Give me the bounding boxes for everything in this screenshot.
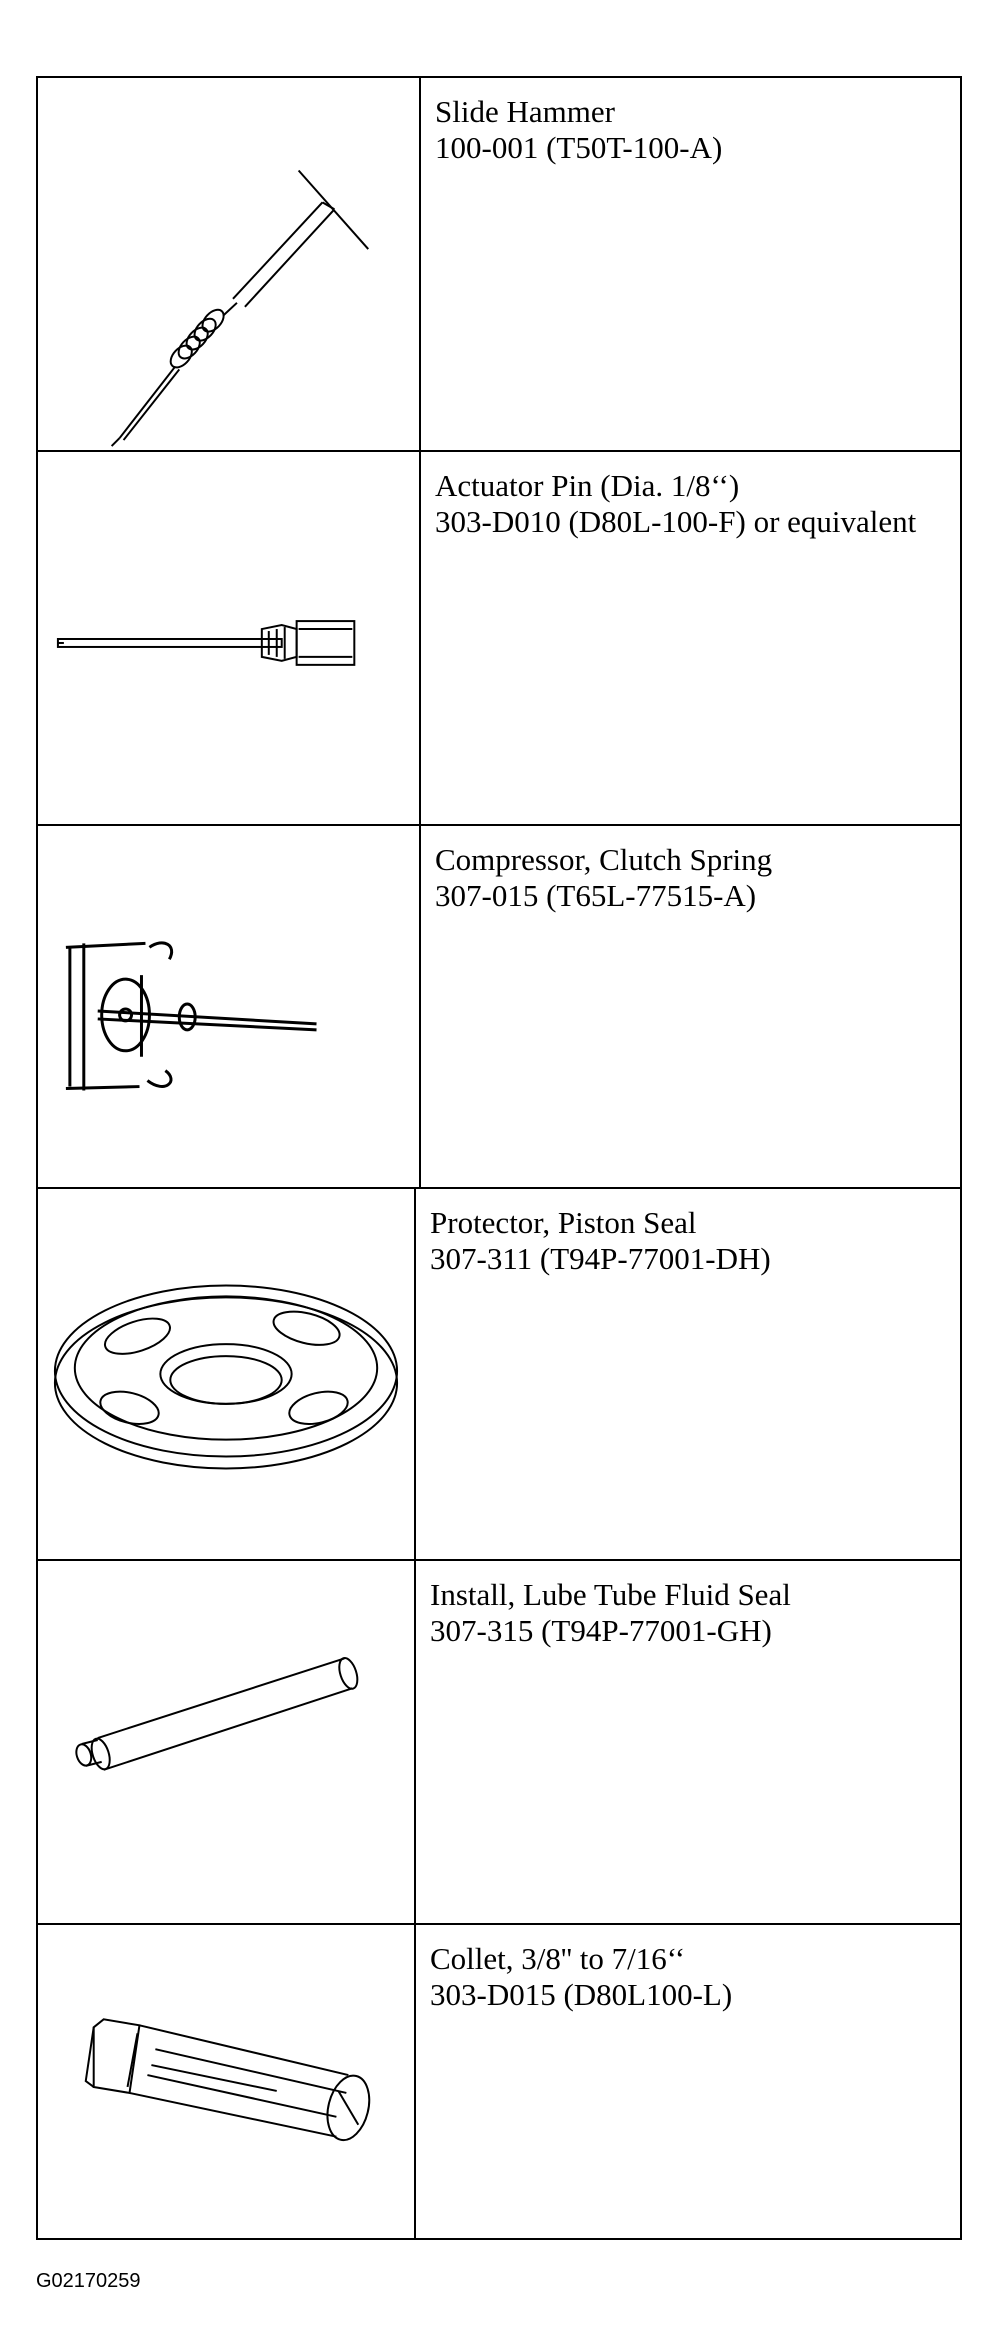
tool-image-cell xyxy=(38,1189,416,1559)
tool-text-cell xyxy=(421,452,960,824)
tool-part-number: 303-D010 (D80L-100-F) or equivalent xyxy=(435,504,917,539)
tool-name: Protector, Piston Seal xyxy=(430,1205,697,1240)
tool-text-cell xyxy=(416,1561,960,1923)
tool-name: Actuator Pin (Dia. 1/8‘‘) xyxy=(435,468,740,503)
table-row xyxy=(38,1189,960,1561)
tool-image-cell xyxy=(38,452,421,824)
piston-seal-protector-icon xyxy=(38,1189,414,1559)
special-tools-table xyxy=(36,76,962,2240)
tool-part-number: 307-311 (T94P-77001-DH) xyxy=(430,1241,771,1276)
tool-text-cell xyxy=(416,1925,960,2238)
tool-part-number: 100-001 (T50T-100-A) xyxy=(435,130,723,165)
tool-image-cell xyxy=(38,78,421,450)
tool-name: Compressor, Clutch Spring xyxy=(435,842,773,877)
tool-text-cell xyxy=(421,78,960,450)
tool-image-cell xyxy=(38,1925,416,2238)
actuator-pin-icon xyxy=(38,452,419,824)
tool-text-cell xyxy=(416,1189,960,1559)
tool-name: Collet, 3/8'' to 7/16‘‘ xyxy=(430,1941,686,1976)
tool-part-number: 307-315 (T94P-77001-GH) xyxy=(430,1613,772,1648)
tool-text-cell xyxy=(421,826,960,1187)
figure-id: G02170259 xyxy=(36,2270,141,2292)
table-row xyxy=(38,1925,960,2238)
lube-tube-seal-installer-icon xyxy=(38,1561,414,1923)
tool-part-number: 303-D015 (D80L100-L) xyxy=(430,1977,733,2012)
table-row xyxy=(38,78,960,452)
tool-image-cell xyxy=(38,826,421,1187)
table-row xyxy=(38,452,960,826)
collet-icon xyxy=(38,1925,414,2238)
clutch-spring-compressor-icon xyxy=(38,826,419,1187)
table-row xyxy=(38,826,960,1189)
tool-name: Install, Lube Tube Fluid Seal xyxy=(430,1577,791,1612)
tool-part-number: 307-015 (T65L-77515-A) xyxy=(435,878,757,913)
tool-image-cell xyxy=(38,1561,416,1923)
table-row xyxy=(38,1561,960,1925)
slide-hammer-icon xyxy=(38,78,419,450)
tool-name: Slide Hammer xyxy=(435,94,615,129)
